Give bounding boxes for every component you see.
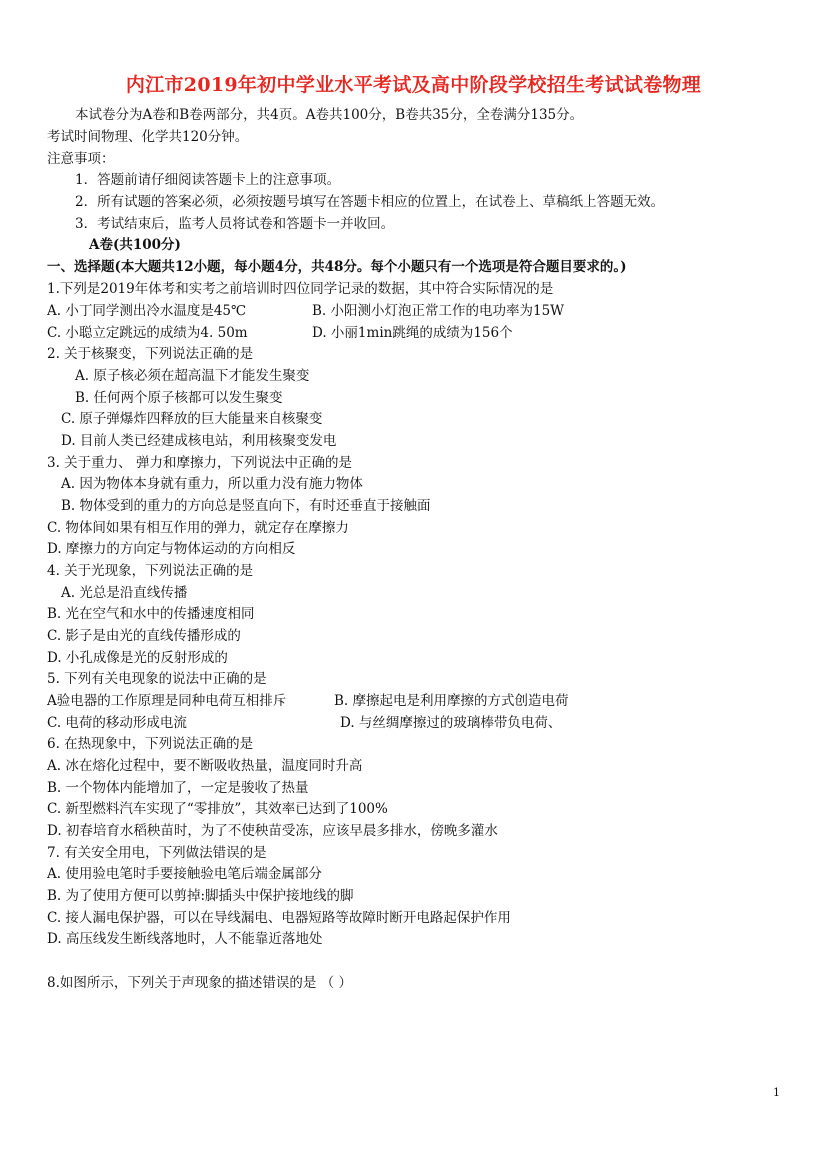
- question-4-option-d: D. 小孔成像是光的反射形成的: [47, 650, 228, 666]
- question-1-option-d: D. 小丽1min跳绳的成绩为156个: [312, 325, 513, 341]
- question-7-option-d: D. 高压线发生断线落地时，人不能靠近落地处: [47, 931, 323, 947]
- note-item: 1．答题前请仔细阅读答题卡上的注意事项。: [75, 172, 341, 188]
- notes-heading: 注意事项：: [47, 151, 115, 167]
- question-6-option-b: B. 一个物体内能增加了，一定是骏收了热量: [47, 780, 309, 796]
- question-4-option-c: C. 影子是由光的直线传播形成的: [47, 628, 241, 644]
- question-6-option-a: A. 冰在熔化过程中，要不断吸收热量，温度同时升高: [47, 758, 363, 774]
- question-2-stem: 2. 关于核聚变，下列说法正确的是: [47, 346, 254, 362]
- question-7-option-a: A. 使用验电笔时手要接触验电笔后端金属部分: [47, 866, 322, 882]
- intro-line-1: 本试卷分为A卷和B卷两部分，共4页。A卷共100分，B卷共35分，全卷满分135分。: [75, 107, 584, 123]
- question-5-option-c: C. 电荷的移动形成电流: [47, 715, 187, 731]
- question-2-option-b: B. 任何两个原子核都可以发生聚变: [75, 390, 283, 406]
- question-6-option-d: D. 初春培育水稻秧苗时，为了不使秧苗受冻，应该早晨多排水，傍晚多灌水: [47, 823, 498, 839]
- question-7-option-b: B. 为了使用方便可以剪掉:脚插头中保护接地线的脚: [47, 888, 354, 904]
- question-4-option-b: B. 光在空气和水中的传播速度相同: [47, 606, 255, 622]
- page-number: 1: [773, 1086, 780, 1099]
- question-3-stem: 3. 关于重力、 弹力和摩擦力，下列说法中正确的是: [47, 455, 352, 471]
- question-1-stem: 1.下列是2019年体考和实考之前培训时四位同学记录的数据，其中符合实际情况的是: [47, 281, 554, 297]
- question-8-stem: 8.如图所示，下列关于声现象的描述错误的是 （ ）: [47, 975, 352, 991]
- question-2-option-d: D. 目前人类已经建成核电站，利用核聚变发电: [61, 433, 337, 449]
- question-2-option-c: C. 原子弹爆炸四释放的巨大能量来自核聚变: [61, 411, 323, 427]
- question-7-option-c: C. 接人漏电保护器，可以在导线漏电、电器短路等故障时断开电路起保护作用: [47, 910, 511, 926]
- question-5-option-a: A验电器的工作原理是同种电荷互相排斥: [47, 693, 287, 709]
- question-6-option-c: C. 新型燃料汽车实现了“零排放”，其效率已达到了100%: [47, 801, 388, 817]
- document-title: 内江市2019年初中学业水平考试及高中阶段学校招生考试试卷物理: [125, 74, 702, 96]
- question-3-option-a: A. 因为物体本身就有重力，所以重力没有施力物体: [61, 476, 363, 492]
- question-7-stem: 7. 有关安全用电，下列做法错误的是: [47, 845, 267, 861]
- question-3-option-b: B. 物体受到的重力的方向总是竖直向下，有时还垂直于接触面: [61, 498, 431, 514]
- question-5-stem: 5. 下列有关电现象的说法中正确的是: [47, 671, 267, 687]
- question-5-option-b: B. 摩擦起电是利用摩擦的方式创造电荷: [334, 693, 569, 709]
- question-4-stem: 4. 关于光现象，下列说法正确的是: [47, 563, 254, 579]
- part1-heading: 一、选择题(本大题共12小题，每小题4分，共48分。每个小题只有一个选项是符合题目要求的。): [47, 259, 627, 275]
- question-1-option-a: A. 小丁同学测出冷水温度是45℃: [47, 303, 247, 319]
- question-1-option-b: B. 小阳测小灯泡正常工作的电功率为15W: [312, 303, 565, 319]
- section-a-title: A卷(共100分): [89, 237, 181, 253]
- question-3-option-c: C. 物体间如果有相互作用的弹力，就定存在摩擦力: [47, 520, 349, 536]
- note-item: 3．考试结束后，监考人员将试卷和答题卡一并收回。: [75, 216, 395, 232]
- question-5-option-d: D. 与丝绸摩擦过的玻璃棒带负电荷、: [340, 715, 562, 731]
- question-4-option-a: A. 光总是沿直线传播: [61, 585, 188, 601]
- question-6-stem: 6. 在热现象中，下列说法正确的是: [47, 736, 254, 752]
- question-3-option-d: D. 摩擦力的方向定与物体运动的方向相反: [47, 541, 296, 557]
- note-item: 2．所有试题的答案必须，必须按题号填写在答题卡相应的位置上，在试卷上、草稿纸上答题无效。: [75, 194, 665, 210]
- intro-line-2: 考试时间物理、化学共120分钟。: [47, 129, 249, 145]
- question-2-option-a: A. 原子核必须在超高温下才能发生聚变: [75, 368, 310, 384]
- question-1-option-c: C. 小聪立定跳远的成绩为4. 50m: [47, 325, 248, 341]
